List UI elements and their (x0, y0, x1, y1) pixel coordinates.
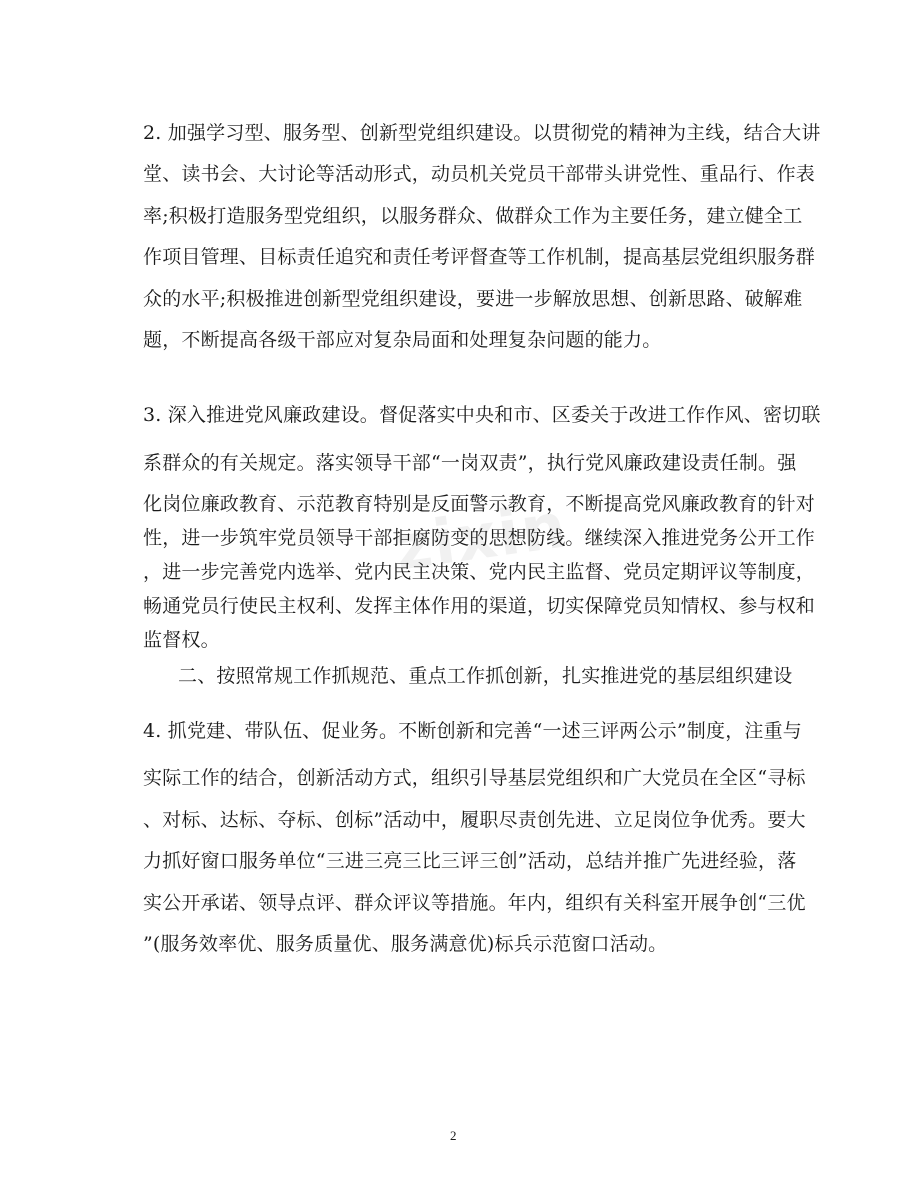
para4-line-1: 4. 抓党建、带队伍、促业务。不断创新和完善“一述三评两公示”制度，注重与 (143, 720, 802, 742)
para2-line-3: 率;积极打造服务型党组织，以服务群众、做群众工作为主要任务，建立健全工 (143, 205, 803, 227)
section-heading: 二、按照常规工作抓规范、重点工作抓创新，扎实推进党的基层组织建设 (178, 665, 793, 687)
para2-line-1: 2. 加强学习型、服务型、创新型党组织建设。以贯彻党的精神为主线，结合大讲 (143, 122, 821, 144)
para2-line-5: 众的水平;积极推进创新型党组织建设，要进一步解放思想、创新思路、破解难 (143, 288, 803, 310)
para4-line-2: 实际工作的结合，创新活动方式，组织引导基层党组织和广大党员在全区“寻标 (143, 767, 806, 789)
para4-line-4: 力抓好窗口服务单位“三进三亮三比三评三创”活动，总结并推广先进经验，落 (143, 850, 797, 872)
page-number: 2 (450, 1128, 457, 1143)
para2-line-6: 题，不断提高各级干部应对复杂局面和处理复杂问题的能力。 (143, 329, 662, 351)
para3-line-7: 监督权。 (143, 629, 220, 651)
para4-line-6: ”(服务效率优、服务质量优、服务满意优)标兵示范窗口活动。 (143, 933, 668, 955)
watermark: zixin (390, 488, 572, 585)
para3-line-1: 3. 深入推进党风廉政建设。督促落实中央和市、区委关于改进工作作风、密切联 (143, 404, 821, 426)
para4-line-3: 、对标、达标、夺标、创标”活动中，履职尽责创先进、立足岗位争优秀。要大 (143, 809, 806, 831)
para3-line-2: 系群众的有关规定。落实领导干部“一岗双责”，执行党风廉政建设责任制。强 (143, 452, 797, 474)
para3-line-4: 性，进一步筑牢党员领导干部拒腐防变的思想防线。继续深入推进党务公开工作 (143, 527, 816, 549)
para2-line-4: 作项目管理、目标责任追究和责任考评督查等工作机制，提高基层党组织服务群 (143, 246, 816, 268)
para2-line-2: 堂、读书会、大讨论等活动形式，动员机关党员干部带头讲党性、重品行、作表 (143, 163, 816, 185)
para3-line-6: 畅通党员行使民主权利、发挥主体作用的渠道，切实保障党员知情权、参与权和 (143, 595, 816, 617)
para4-line-5: 实公开承诺、领导点评、群众评议等措施。年内，组织有关科室开展争创“三优 (143, 892, 806, 914)
para3-line-5: ，进一步完善党内选举、党内民主决策、党内民主监督、党员定期评议等制度， (143, 561, 816, 583)
para3-line-3: 化岗位廉政教育、示范教育特别是反面警示教育，不断提高党风廉政教育的针对 (143, 493, 816, 515)
